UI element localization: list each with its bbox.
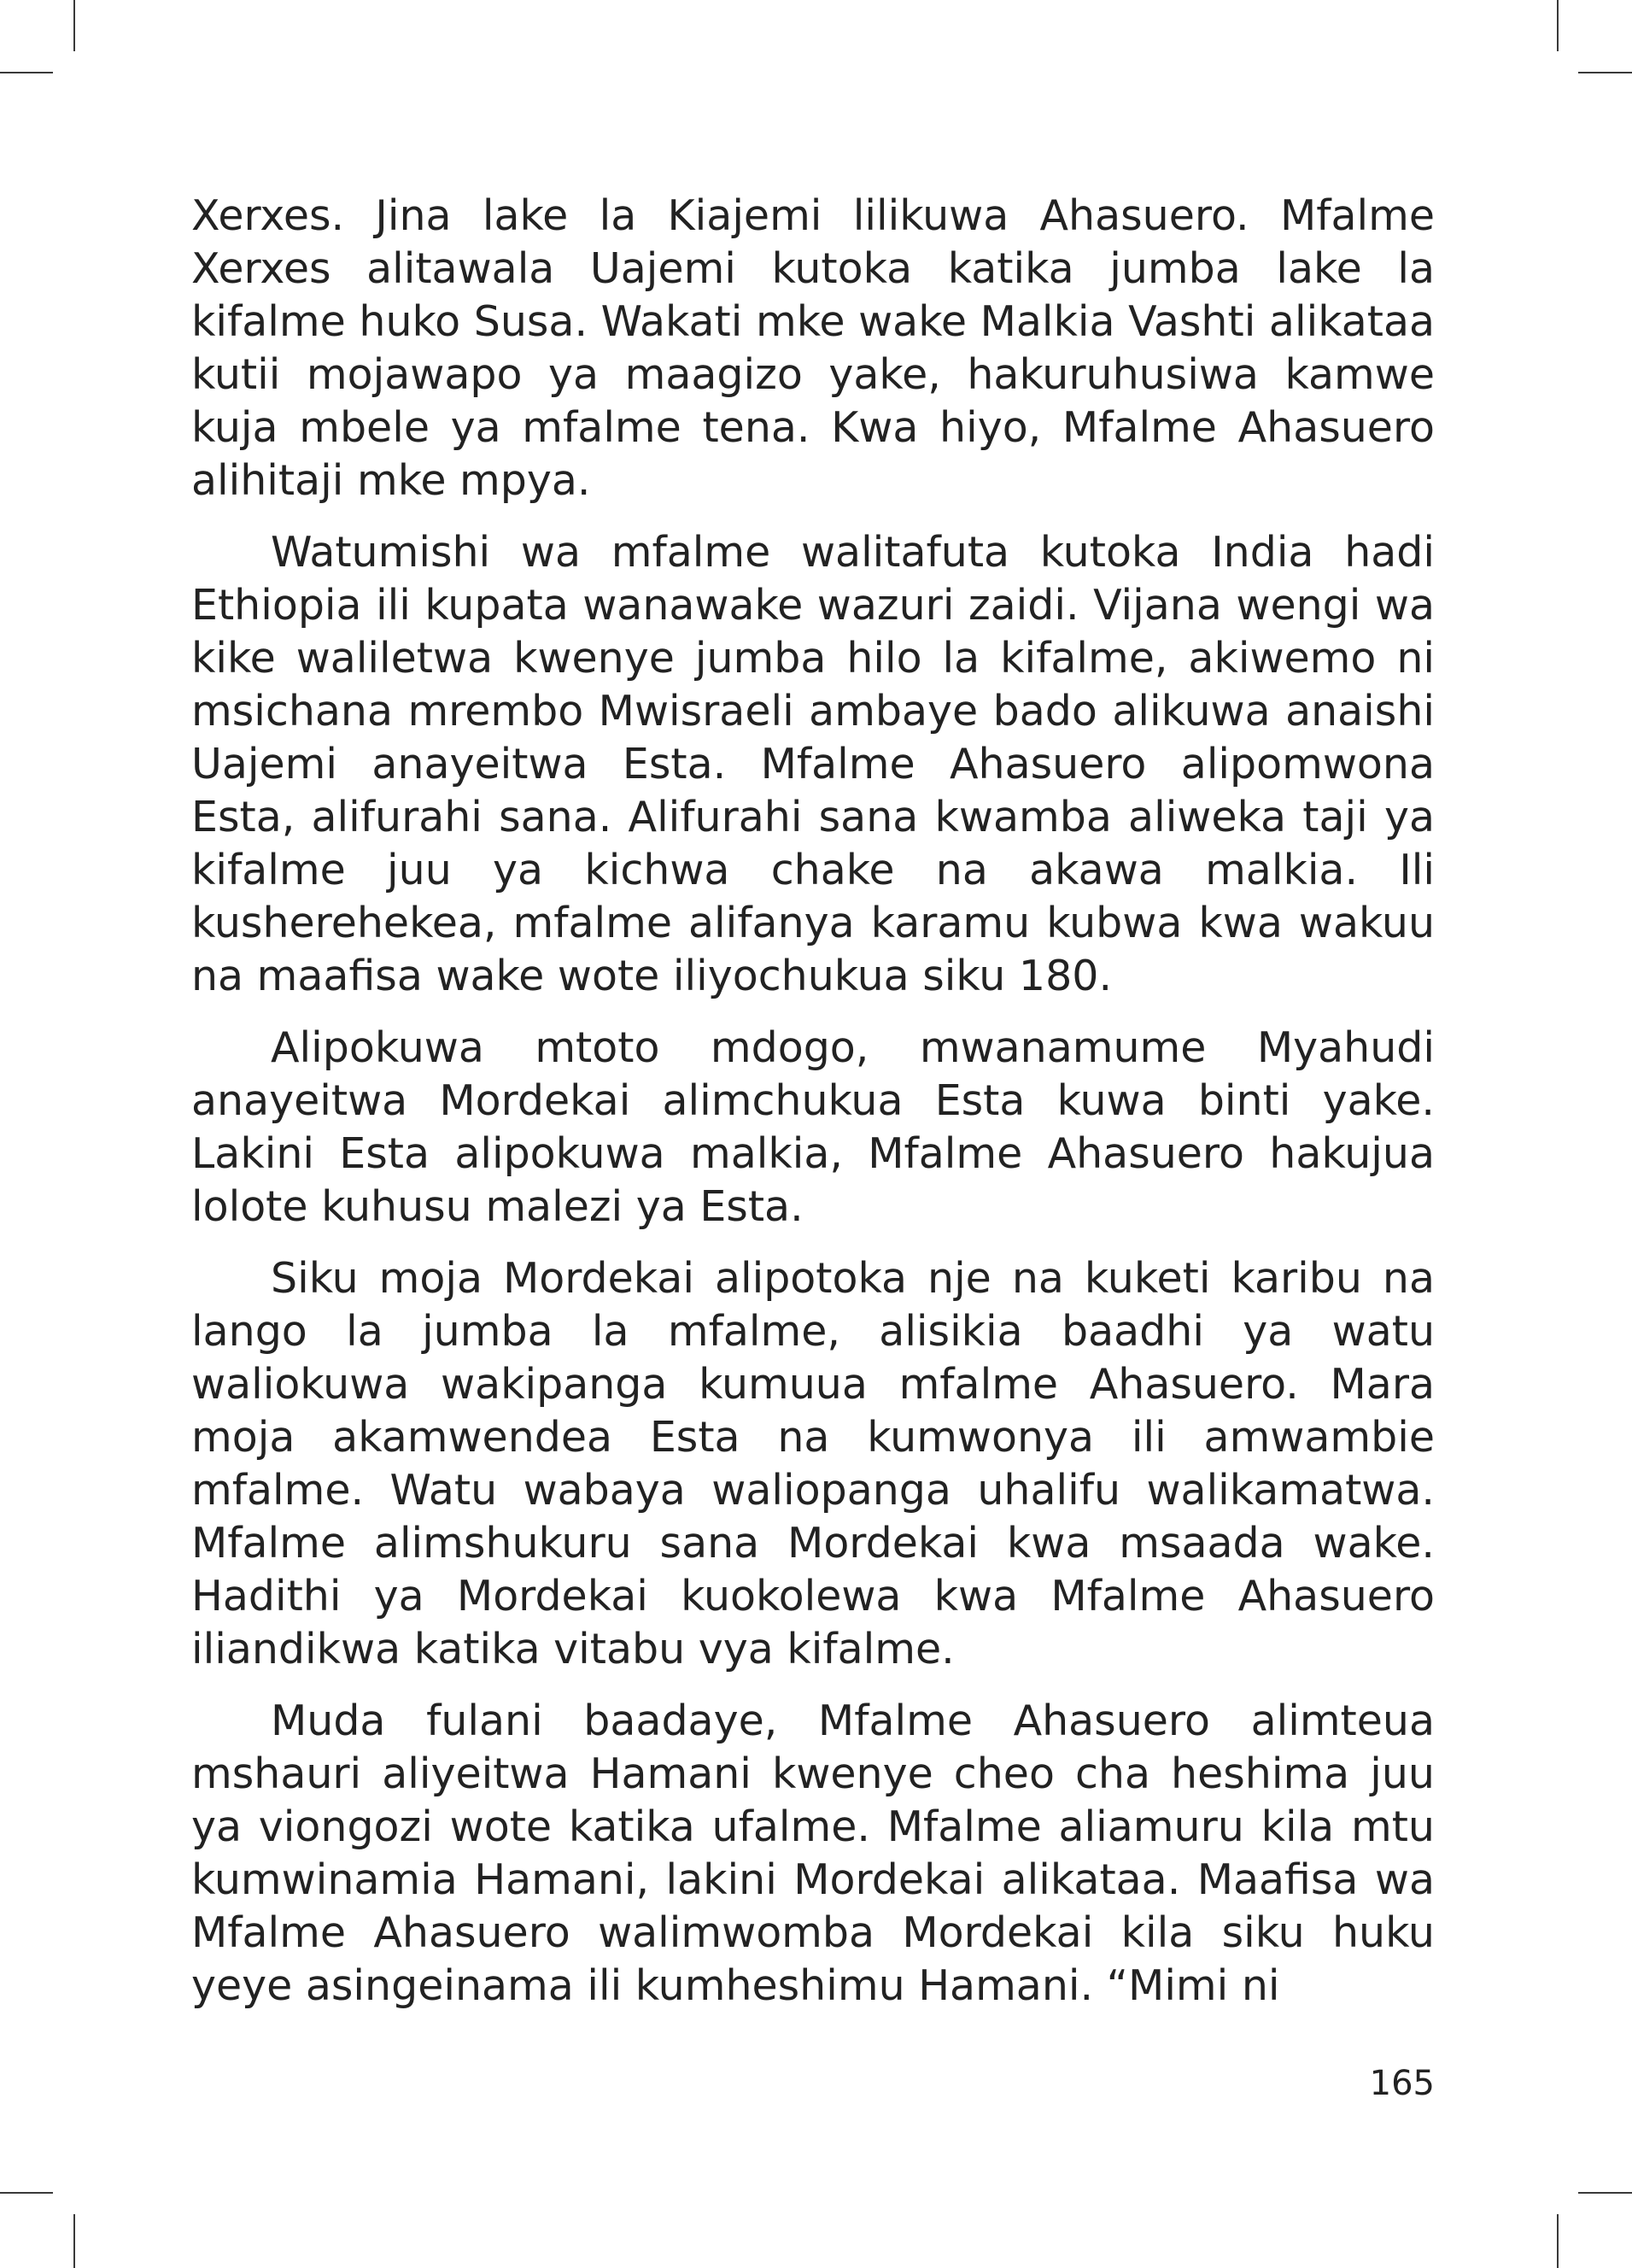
crop-mark-top-left-horizontal <box>0 72 53 73</box>
crop-mark-bottom-left-horizontal <box>0 2192 53 2194</box>
paragraph-3: Alipokuwa mtoto mdogo, mwanamume Myahudi anayeitwa Mordekai alimchukua Esta kuwa binti yake. Lakini Esta alipokuwa malkia, Mfalme Ahasuero hakujua lolote kuhusu malezi ya Esta. <box>191 1023 1435 1231</box>
paragraph-4: Siku moja Mordekai alipotoka nje na kuketi karibu na lango la jumba la mfalme, alisikia baadhi ya watu waliokuwa wakipanga kumuua mfalme Ahasuero. Mara moja akamwendea Esta na kumwonya ili amwambie mfalme. Watu wabaya waliopanga uhalifu walikamatwa. Mfalme alimshukuru sana Mordekai kwa msaada wake. Hadithi ya Mordekai kuokolewa kwa Mfalme Ahasuero iliandikwa katika vitabu vya kifalme. <box>191 1254 1435 1673</box>
crop-mark-top-right-vertical <box>1557 0 1559 51</box>
page-number: 165 <box>1369 2064 1435 2103</box>
crop-mark-bottom-left-vertical <box>73 2214 75 2268</box>
page-body <box>191 190 1435 2031</box>
crop-mark-bottom-right-horizontal <box>1578 2192 1632 2194</box>
paragraph-5: Muda fulani baadaye, Mfalme Ahasuero alimteua mshauri aliyeitwa Hamani kwenye cheo cha heshima juu ya viongozi wote katika ufalme. Mfalme aliamuru kila mtu kumwinamia Hamani, lakini Mordekai alikataa. Maafisa wa Mfalme Ahasuero walimwomba Mordekai kila siku huku yeye asingeinama ili kumheshimu Hamani. “Mimi ni <box>191 1697 1435 2010</box>
paragraph-2: Watumishi wa mfalme walitafuta kutoka India hadi Ethiopia ili kupata wanawake wazuri zaidi. Vijana wengi wa kike waliletwa kwenye jumba hilo la kifalme, akiwemo ni msichana mrembo Mwisraeli ambaye bado alikuwa anaishi Uajemi anayeitwa Esta. Mfalme Ahasuero alipomwona Esta, alifurahi sana. Alifurahi sana kwamba aliweka taji ya kifalme juu ya kichwa chake na akawa malkia. Ili kusherehekea, mfalme alifanya karamu kubwa kwa wakuu na maafisa wake wote iliyochukua siku 180. <box>191 528 1435 1000</box>
crop-mark-bottom-right-vertical <box>1557 2214 1559 2268</box>
paragraph-1: Xerxes. Jina lake la Kiajemi lilikuwa Ahasuero. Mfalme Xerxes alitawala Uajemi kutoka katika jumba lake la kifalme huko Susa. Wakati mke wake Malkia Vashti alikataa kutii mojawapo ya maagizo yake, hakuruhusiwa kamwe kuja mbele ya mfalme tena. Kwa hiyo, Mfalme Ahasuero alihitaji mke mpya. <box>191 191 1435 505</box>
crop-mark-top-left-vertical <box>73 0 75 51</box>
crop-mark-top-right-horizontal <box>1578 72 1632 73</box>
